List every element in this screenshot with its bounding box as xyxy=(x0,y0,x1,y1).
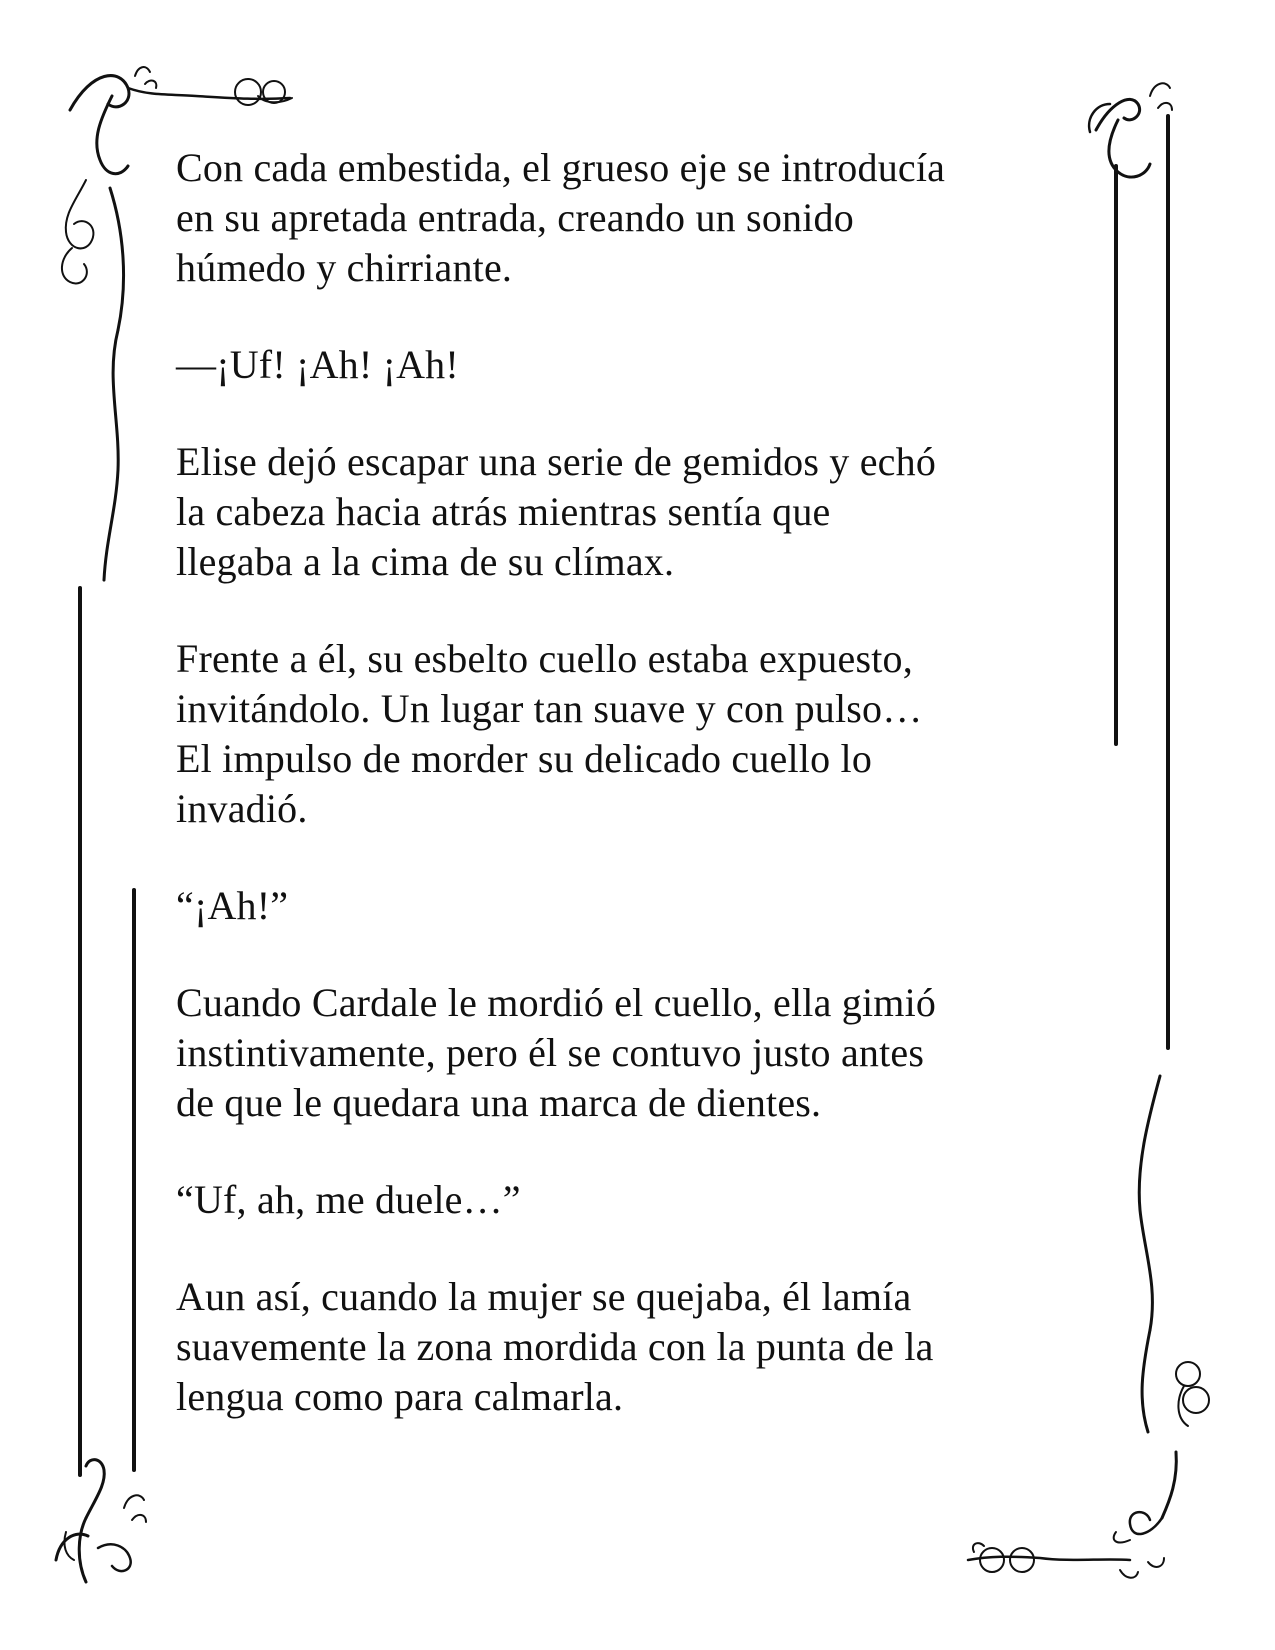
top-right-flourish xyxy=(1089,83,1172,177)
paragraph-3: Elise dejó escapar una serie de gemidos y echó la cabeza hacia atrás mientras sentía que llegaba a la cima de su clímax. xyxy=(176,439,937,584)
paragraph-4: Frente a él, su esbelto cuello estaba expuesto, invitándolo. Un lugar tan suave y con pulso… El impulso de morder su delicado cuello lo invadió. xyxy=(176,636,923,831)
story-text xyxy=(176,143,1096,1469)
paragraph-2: —¡Uf! ¡Ah! ¡Ah! xyxy=(176,342,459,387)
bottom-left-flourish xyxy=(56,1460,146,1582)
paragraph-8: Aun así, cuando la mujer se quejaba, él lamía suavemente la zona mordida con la punta de la lengua como para calmarla. xyxy=(176,1274,934,1419)
paragraph-7: “Uf, ah, me duele…” xyxy=(176,1177,521,1222)
paragraph-5: “¡Ah!” xyxy=(176,883,289,928)
paragraph-1: Con cada embestida, el grueso eje se introducía en su apretada entrada, creando un sonido húmedo y chirriante. xyxy=(176,145,946,290)
paragraph-6: Cuando Cardale le mordió el cuello, ella gimió instintivamente, pero él se contuvo justo antes de que le quedara una marca de dientes. xyxy=(176,980,937,1125)
